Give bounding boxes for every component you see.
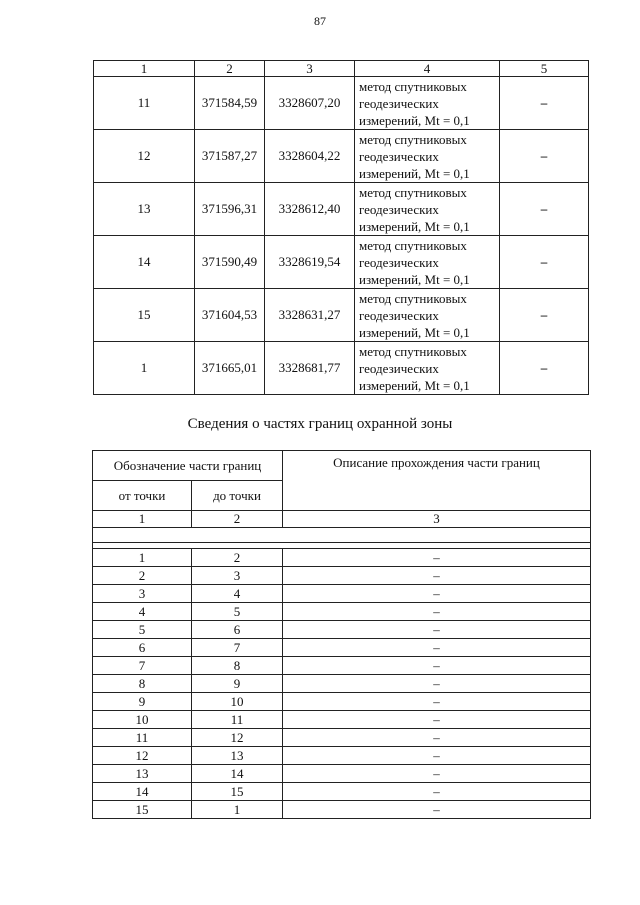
x-coordinate: 371596,31 [195,183,265,236]
description-cell: – [283,747,591,765]
note-cell: – [500,183,589,236]
to-point: 4 [192,585,283,603]
from-point: 11 [93,729,192,747]
point-number: 14 [94,236,195,289]
description-cell: – [283,783,591,801]
y-coordinate: 3328607,20 [265,77,355,130]
description-cell: – [283,639,591,657]
from-point: 8 [93,675,192,693]
header-parts: Обозначение части границ [93,451,283,481]
method-line: метод спутниковых [359,184,467,200]
table-row [93,549,591,567]
to-point: 3 [192,567,283,585]
method-line: геодезических [359,307,439,323]
from-point: 10 [93,711,192,729]
table-row [94,236,589,289]
table-row [93,693,591,711]
table-row [94,289,589,342]
method-line: геодезических [359,201,439,217]
to-point: 11 [192,711,283,729]
boundary-parts-table [92,450,591,819]
to-point: 10 [192,693,283,711]
table-row [94,342,589,395]
description-cell: – [283,675,591,693]
table-row [94,130,589,183]
description-cell: – [283,711,591,729]
table-row [93,729,591,747]
description-cell: – [283,603,591,621]
to-point: 9 [192,675,283,693]
column-number-3: 3 [265,61,355,77]
note-cell: – [500,130,589,183]
column-number-1: 1 [94,61,195,77]
to-point: 2 [192,549,283,567]
method-line: измерений, Mt = 0,1 [359,165,470,181]
description-cell: – [283,567,591,585]
method-line: измерений, Mt = 0,1 [359,218,470,234]
y-coordinate: 3328612,40 [265,183,355,236]
method-line: метод спутниковых [359,131,467,147]
y-coordinate: 3328681,77 [265,342,355,395]
from-point: 1 [93,549,192,567]
from-point: 7 [93,657,192,675]
to-point: 6 [192,621,283,639]
x-coordinate: 371604,53 [195,289,265,342]
from-point: 2 [93,567,192,585]
from-point: 13 [93,765,192,783]
table-row [93,675,591,693]
description-cell: – [283,621,591,639]
column-numbers-row [93,511,591,528]
to-point: 5 [192,603,283,621]
method-cell [355,130,500,183]
y-coordinate: 3328604,22 [265,130,355,183]
header-from-point: от точки [93,481,192,511]
point-number: 13 [94,183,195,236]
page-number: 87 [314,14,326,28]
method-line: геодезических [359,148,439,164]
table-row [94,183,589,236]
to-point: 13 [192,747,283,765]
header-to-point: до точки [192,481,283,511]
table-row [93,603,591,621]
header-description: Описание прохождения части границ [283,451,591,511]
coordinates-table [93,60,589,395]
from-point: 12 [93,747,192,765]
x-coordinate: 371587,27 [195,130,265,183]
method-line: геодезических [359,254,439,270]
note-cell: – [500,289,589,342]
table-row [93,765,591,783]
from-point: 3 [93,585,192,603]
method-line: измерений, Mt = 0,1 [359,112,470,128]
empty-cell [93,528,591,543]
column-number-2: 2 [195,61,265,77]
description-cell: – [283,729,591,747]
column-number-5: 5 [500,61,589,77]
column-number-1: 1 [93,511,192,528]
point-number: 12 [94,130,195,183]
from-point: 15 [93,801,192,819]
to-point: 1 [192,801,283,819]
from-point: 5 [93,621,192,639]
description-cell: – [283,585,591,603]
table-header-row [94,61,589,77]
note-cell: – [500,77,589,130]
method-cell [355,236,500,289]
description-cell: – [283,549,591,567]
table-row [93,567,591,585]
note-cell: – [500,342,589,395]
table-row [93,801,591,819]
table-row [93,585,591,603]
table-row [93,621,591,639]
y-coordinate: 3328619,54 [265,236,355,289]
x-coordinate: 371590,49 [195,236,265,289]
empty-row [93,528,591,543]
column-number-4: 4 [355,61,500,77]
method-cell [355,183,500,236]
point-number: 1 [94,342,195,395]
from-point: 4 [93,603,192,621]
method-line: метод спутниковых [359,237,467,253]
column-number-3: 3 [283,511,591,528]
description-cell: – [283,693,591,711]
method-line: измерений, Mt = 0,1 [359,324,470,340]
from-point: 14 [93,783,192,801]
to-point: 14 [192,765,283,783]
to-point: 7 [192,639,283,657]
method-line: метод спутниковых [359,343,467,359]
y-coordinate: 3328631,27 [265,289,355,342]
description-cell: – [283,765,591,783]
table-row [93,747,591,765]
x-coordinate: 371665,01 [195,342,265,395]
from-point: 6 [93,639,192,657]
method-line: метод спутниковых [359,290,467,306]
point-number: 15 [94,289,195,342]
method-line: метод спутниковых [359,78,467,94]
method-line: измерений, Mt = 0,1 [359,271,470,287]
to-point: 8 [192,657,283,675]
to-point: 12 [192,729,283,747]
method-line: измерений, Mt = 0,1 [359,377,470,393]
from-point: 9 [93,693,192,711]
x-coordinate: 371584,59 [195,77,265,130]
method-line: геодезических [359,95,439,111]
table-header-row [93,451,591,481]
column-number-2: 2 [192,511,283,528]
method-line: геодезических [359,360,439,376]
table-row [93,783,591,801]
to-point: 15 [192,783,283,801]
note-cell: – [500,236,589,289]
method-cell [355,342,500,395]
method-cell [355,289,500,342]
table-row [94,77,589,130]
section-title: Сведения о частях границ охранной зоны [187,416,453,432]
point-number: 11 [94,77,195,130]
description-cell: – [283,801,591,819]
table-row [93,657,591,675]
table-row [93,711,591,729]
table-row [93,639,591,657]
description-cell: – [283,657,591,675]
method-cell [355,77,500,130]
